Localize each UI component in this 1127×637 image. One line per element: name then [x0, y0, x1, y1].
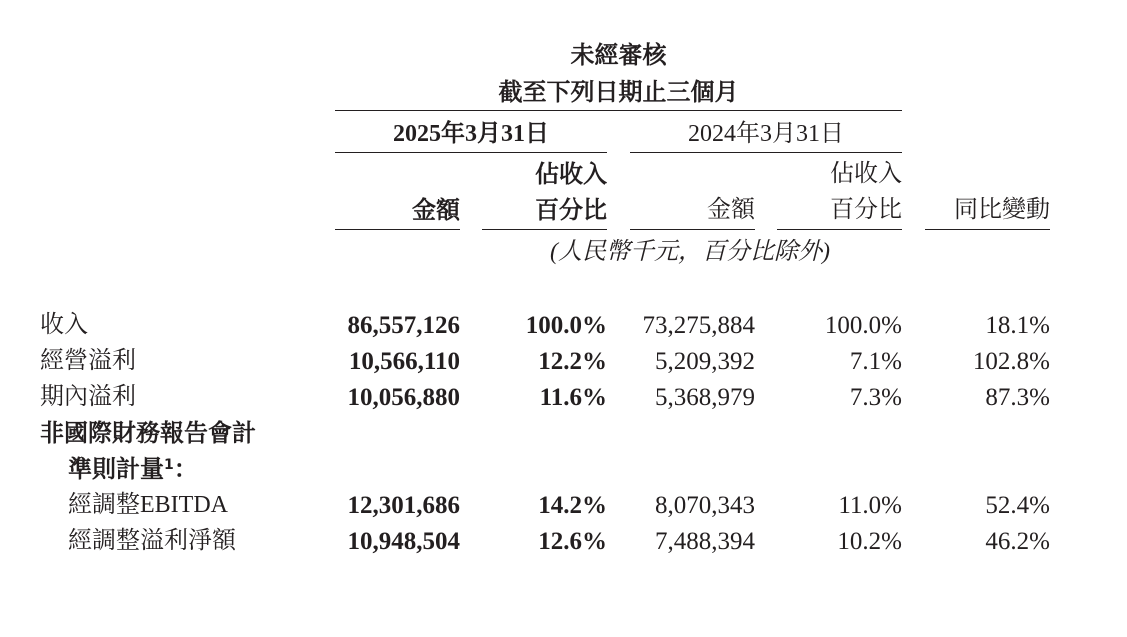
row-period-profit-pct-2025: 11.6% — [539, 384, 607, 411]
rule-col-amount-2025 — [335, 229, 460, 230]
col-yoy: 同比變動 — [954, 197, 1050, 223]
row-revenue-pct-2024: 100.0% — [824, 312, 902, 339]
col-amount-2024: 金額 — [707, 197, 755, 223]
row-revenue-pct-2025: 100.0% — [525, 312, 607, 339]
row-adj-net-profit-pct-2024: 10.2% — [837, 528, 902, 555]
rule-col-amount-2024 — [630, 229, 755, 230]
row-revenue-amount-2025: 86,557,126 — [347, 312, 460, 339]
row-adj-ebitda-pct-2025: 14.2% — [538, 492, 607, 519]
rule-date-2025 — [335, 152, 607, 153]
row-operating-profit-pct-2025: 12.2% — [538, 348, 607, 375]
row-operating-profit-yoy: 102.8% — [972, 348, 1050, 375]
row-label-operating-profit: 經營溢利 — [40, 348, 136, 374]
header-unaudited: 未經審核 — [570, 41, 667, 69]
unit-note: (人民幣千元，百分比除外) — [550, 239, 830, 265]
row-adj-net-profit-amount-2025: 10,948,504 — [347, 528, 460, 555]
row-operating-profit-pct-2024: 7.1% — [849, 348, 902, 375]
section-footnote: 1 — [164, 457, 174, 473]
rule-period — [335, 110, 902, 111]
row-adj-ebitda-pct-2024: 11.0% — [838, 492, 902, 519]
row-label-revenue: 收入 — [40, 312, 88, 338]
rule-col-yoy — [925, 229, 1050, 230]
row-adj-ebitda-amount-2024: 8,070,343 — [655, 492, 755, 519]
row-label-period-profit: 期內溢利 — [40, 384, 136, 410]
header-period: 截至下列日期止三個月 — [498, 78, 739, 106]
col-amount-2025: 金額 — [412, 196, 460, 224]
row-adj-net-profit-pct-2025: 12.6% — [538, 528, 607, 555]
row-revenue-yoy: 18.1% — [985, 312, 1050, 339]
section-heading-text: 準則計量 — [68, 455, 164, 483]
row-label-adj-ebitda: 經調整EBITDA — [68, 492, 228, 518]
row-adj-net-profit-yoy: 46.2% — [985, 528, 1050, 555]
section-colon: ： — [173, 455, 198, 483]
row-revenue-amount-2024: 73,275,884 — [642, 312, 755, 339]
row-adj-net-profit-amount-2024: 7,488,394 — [655, 528, 755, 555]
header-date-2024: 2024年3月31日 — [688, 121, 844, 147]
rule-col-pct-2024 — [777, 229, 902, 230]
row-operating-profit-amount-2024: 5,209,392 — [655, 348, 755, 375]
row-period-profit-amount-2024: 5,368,979 — [655, 384, 755, 411]
row-period-profit-pct-2024: 7.3% — [849, 384, 902, 411]
row-adj-ebitda-amount-2025: 12,301,686 — [347, 492, 460, 519]
row-operating-profit-amount-2025: 10,566,110 — [348, 348, 460, 375]
col-pct-2024-line2: 百分比 — [830, 197, 902, 223]
rule-col-pct-2025 — [482, 229, 607, 230]
col-pct-2025-line1: 佔收入 — [535, 160, 607, 188]
header-date-2025: 2025年3月31日 — [393, 121, 549, 147]
row-label-adj-net-profit: 經調整溢利淨額 — [68, 528, 236, 554]
row-period-profit-yoy: 87.3% — [985, 384, 1050, 411]
rule-date-2024 — [630, 152, 902, 153]
col-pct-2025-line2: 百分比 — [535, 196, 607, 224]
row-period-profit-amount-2025: 10,056,880 — [347, 384, 460, 411]
section-heading-line2 — [68, 457, 198, 481]
col-pct-2024-line1: 佔收入 — [830, 161, 902, 187]
section-heading-line1: 非國際財務報告會計 — [40, 419, 256, 447]
row-adj-ebitda-yoy: 52.4% — [985, 492, 1050, 519]
